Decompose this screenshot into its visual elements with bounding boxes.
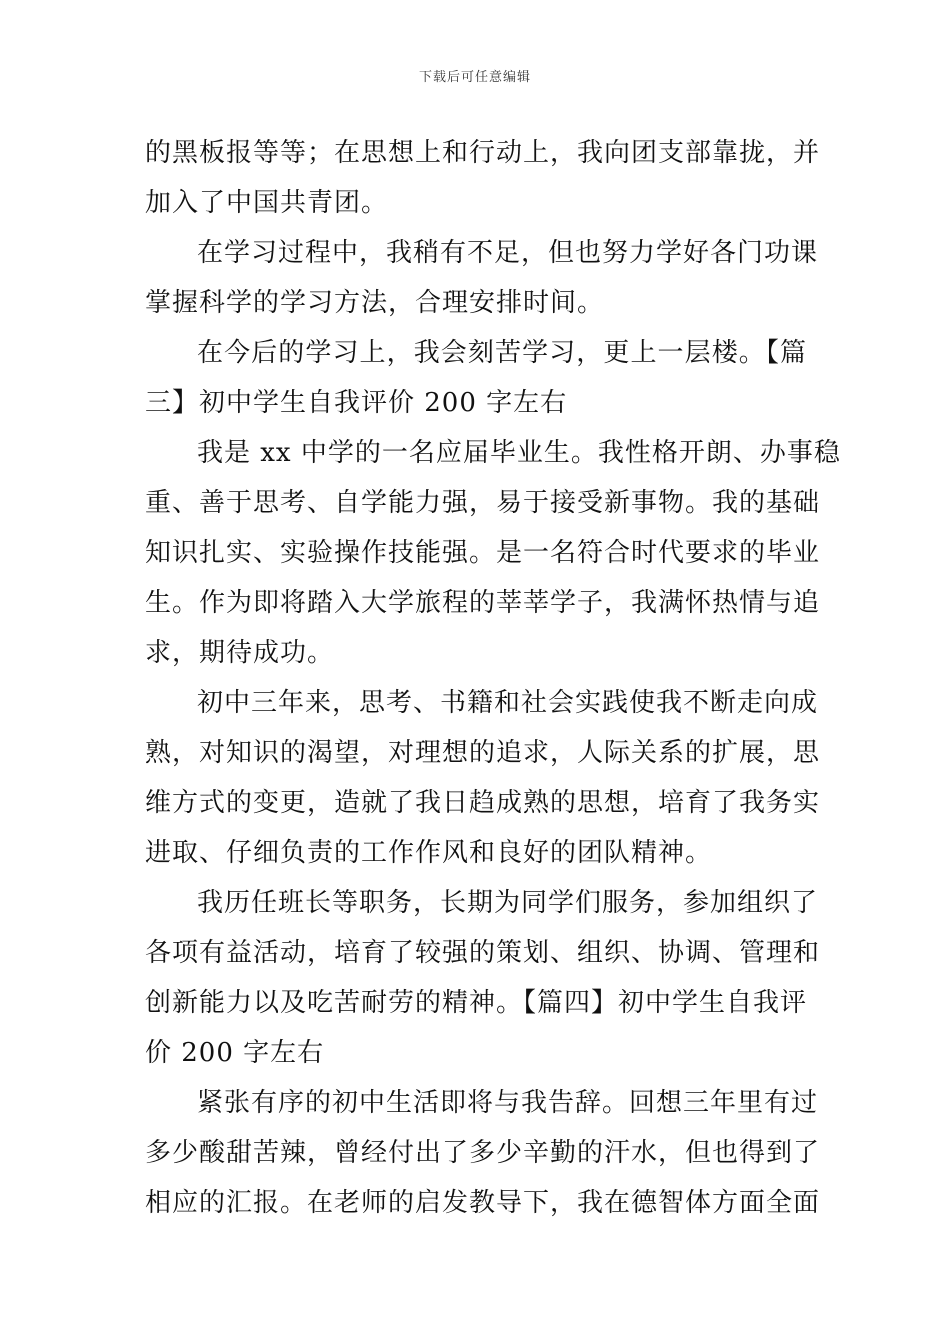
text-line: 各项有益活动，培育了较强的策划、组织、协调、管理和 [145,938,821,968]
text-line: 熟，对知识的渴望，对理想的追求，人际关系的扩展，思 [145,738,821,768]
page-header: 下载后可任意编辑 [418,70,531,85]
text-line: 在今后的学习上，我会刻苦学习，更上一层楼。【篇 [197,338,807,368]
paragraph [145,678,821,878]
text-line: 相应的汇报。在老师的启发教导下，我在德智体方面全面 [145,1188,821,1218]
text-line: 多少酸甜苦辣，曾经付出了多少辛勤的汗水，但也得到了 [145,1138,821,1168]
text-line: 进取、仔细负责的工作作风和良好的团队精神。 [145,838,713,868]
text-line: 三】初中学生自我评价 200 字左右 [145,388,568,418]
paragraph [145,428,841,678]
text-line: 在学习过程中，我稍有不足，但也努力学好各门功课 [197,238,819,268]
text-line: 价 200 字左右 [145,1038,325,1068]
text-line: 紧张有序的初中生活即将与我告辞。回想三年里有过 [197,1088,819,1118]
text-line: 创新能力以及吃苦耐劳的精神。【篇四】初中学生自我评 [145,988,808,1018]
text-line: 维方式的变更，造就了我日趋成熟的思想，培育了我务实 [145,788,821,818]
paragraph [145,228,819,328]
paragraph [145,878,821,1078]
text-line: 的黑板报等等；在思想上和行动上，我向团支部靠拢，并 [145,138,821,168]
document-body [145,128,841,1228]
text-line: 求，期待成功。 [145,638,335,668]
text-line: 生。作为即将踏入大学旅程的莘莘学子，我满怀热情与追 [145,588,821,618]
text-line: 初中三年来，思考、书籍和社会实践使我不断走向成 [197,688,819,718]
text-line: 知识扎实、实验操作技能强。是一名符合时代要求的毕业 [145,538,821,568]
text-line: 重、善于思考、自学能力强，易于接受新事物。我的基础 [145,488,821,518]
paragraph [145,1078,821,1228]
text-line: 掌握科学的学习方法，合理安排时间。 [145,288,605,318]
text-line: 我历任班长等职务，长期为同学们服务，参加组织了 [197,888,819,918]
text-line: 我是 xx 中学的一名应届毕业生。我性格开朗、办事稳 [197,438,841,468]
paragraph [145,328,807,428]
text-line: 加入了中国共青团。 [145,188,389,218]
paragraph [145,128,821,228]
